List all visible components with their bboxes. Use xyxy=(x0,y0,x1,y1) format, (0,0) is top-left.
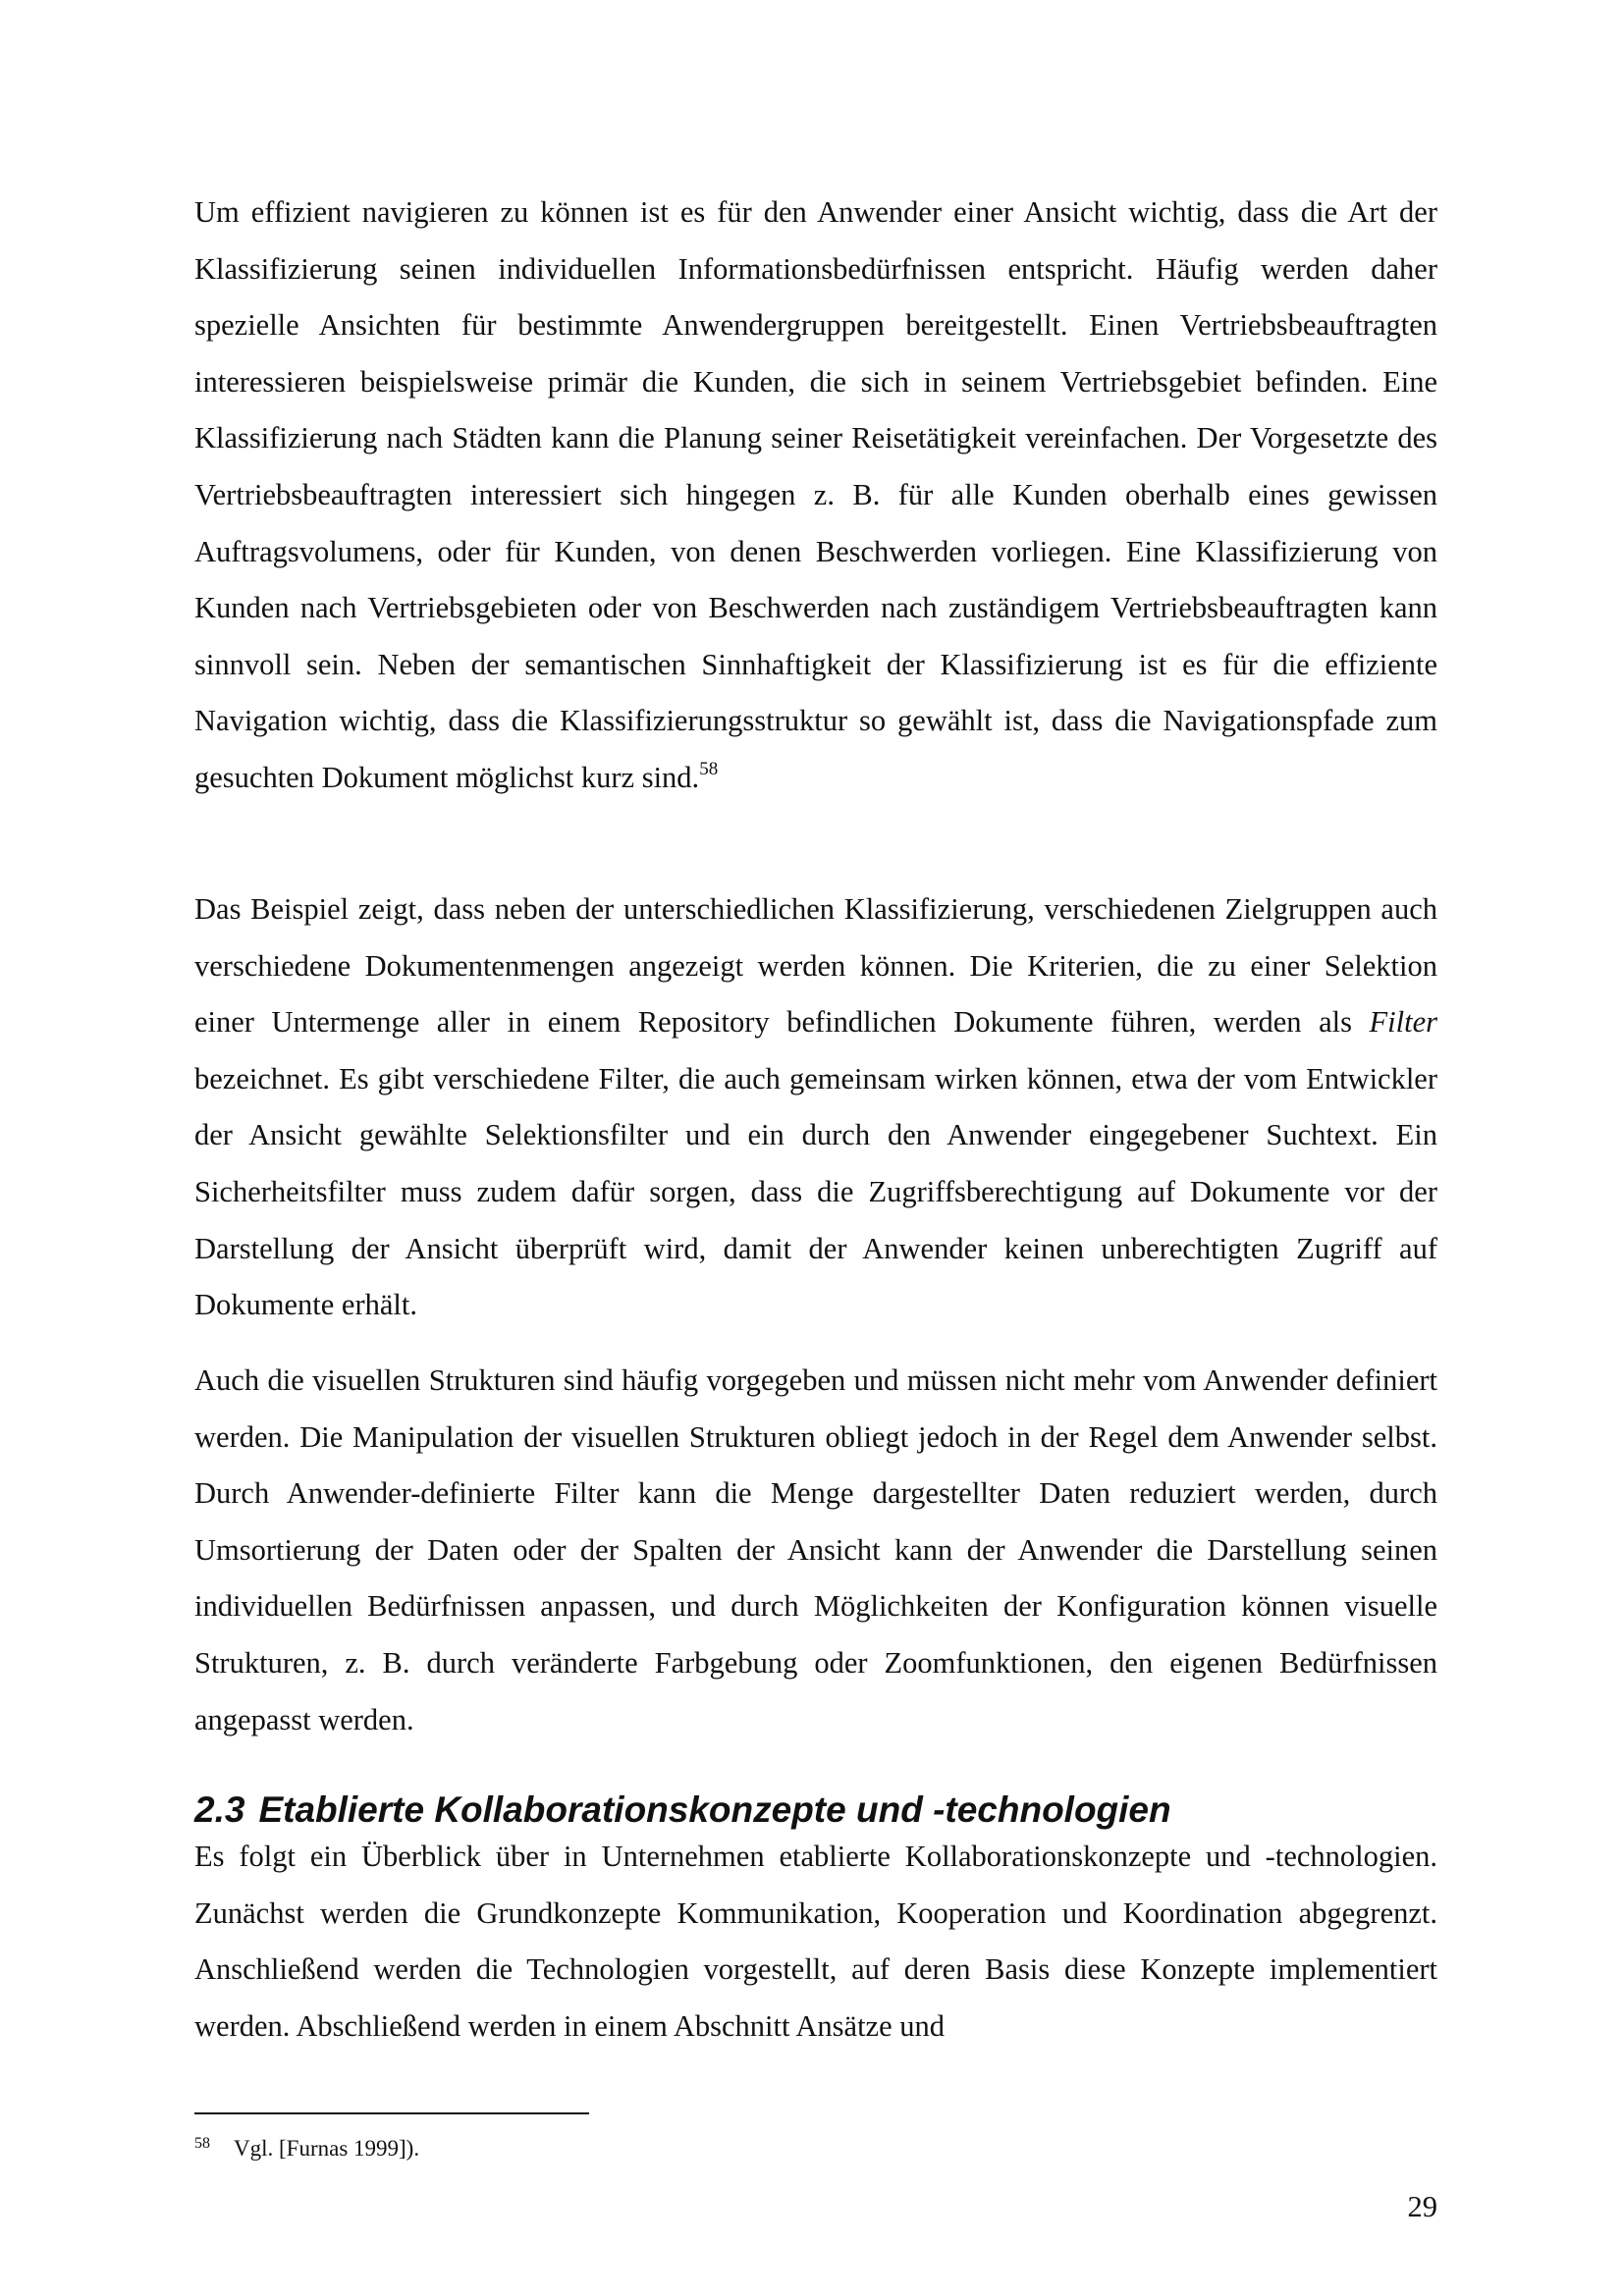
section-title: Etablierte Kollaborationskonzepte und -technologien xyxy=(258,1789,1171,1830)
section-heading xyxy=(194,1787,1437,1834)
section-number: 2.3 xyxy=(194,1789,245,1830)
filter-term: Filter xyxy=(1369,1005,1437,1040)
paragraph-classification-text: Um effizient navigieren zu können ist es für den Anwender einer Ansicht wichtig, dass die Art der Klassifizierung seinen individuellen Informationsbedürfnissen entspricht. Häufig werden daher spezielle Ansichten für bestimmte Anwendergruppen bereitgestellt. Einen Vertriebsbeauftragten interessieren beispielsweise primär die Kunden, die sich in seinem Vertriebsgebiet befinden. Eine Klassifizierung nach Städten kann die Planung seiner Reisetätigkeit vereinfachen. Der Vorgesetzte des Vertriebsbeauftragten interessiert sich hingegen z. B. für alle Kunden oberhalb eines gewissen Auftragsvolumens, oder für Kunden, von denen Beschwerden vorliegen. Eine Klassifizierung von Kunden nach Vertriebsgebieten oder von Beschwerden nach zuständigem Vertriebsbeauftragten kann sinnvoll sein. Neben der semantischen Sinnhaftigkeit der Klassifizierung ist es für die effiziente Navigation wichtig, dass die Klassifizierungsstruktur so gewählt ist, dass die Navigationspfade zum gesuchten Dokument möglichst kurz sind. xyxy=(194,195,1437,794)
footnote-separator xyxy=(194,2112,589,2114)
footnote xyxy=(194,2128,1437,2164)
paragraph-overview-text: Es folgt ein Überblick über in Unternehmen etablierte Kollaborationskonzepte und -technologien. Zunächst werden die Grundkonzepte Kommunikation, Kooperation und Koordination abgegrenzt. Anschließend werden die Technologien vorgestellt, auf deren Basis diese Konzepte implementiert werden. Abschließend werden in einem Abschnitt Ansätze und xyxy=(194,1840,1437,2043)
paragraph-overview xyxy=(194,1829,1437,2055)
page-number: 29 xyxy=(1407,2190,1437,2223)
paragraph-visual-structures xyxy=(194,1353,1437,1748)
paragraph-filter-text-before: Das Beispiel zeigt, dass neben der unterschiedlichen Klassifizierung, verschiedenen Zielgruppen auch verschiedene Dokumentenmengen angezeigt werden können. Die Kriterien, die zu einer Selektion einer Untermenge aller in einem Repository befindlichen Dokumente führen, werden als xyxy=(194,892,1437,1040)
footnote-reference-58: 58 xyxy=(699,758,719,779)
footnote-number: 58 xyxy=(194,2135,210,2152)
footnote-text: Vgl. [Furnas 1999]). xyxy=(234,2136,420,2161)
paragraph-filter-text-after: bezeichnet. Es gibt verschiedene Filter, die auch gemeinsam wirken können, etwa der vom Entwickler der Ansicht gewählte Selektionsfilter und ein durch den Anwender eingegebener Suchtext. Ein Sicherheitsfilter muss zudem dafür sorgen, dass die Zugriffsberechtigung auf Dokumente vor der Darstellung der Ansicht überprüft wird, damit der Anwender keinen unberechtigten Zugriff auf Dokumente erhält. xyxy=(194,1061,1437,1322)
paragraph-filter xyxy=(194,881,1437,1334)
paragraph-classification xyxy=(194,185,1437,807)
paragraph-visual-structures-text: Auch die visuellen Strukturen sind häufig vorgegeben und müssen nicht mehr vom Anwender definiert werden. Die Manipulation der visuellen Strukturen obliegt jedoch in der Regel dem Anwender selbst. Durch Anwender-definierte Filter kann die Menge dargestellter Daten reduziert werden, durch Umsortierung der Daten oder der Spalten der Ansicht kann der Anwender die Darstellung seinen individuellen Bedürfnissen anpassen, und durch Möglichkeiten der Konfiguration können visuelle Strukturen, z. B. durch veränderte Farbgebung oder Zoomfunktionen, den eigenen Bedürfnissen angepasst werden. xyxy=(194,1363,1437,1736)
